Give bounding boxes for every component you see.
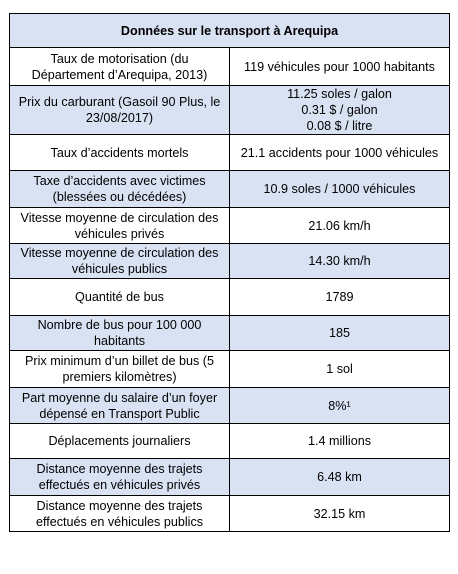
row-value-line: 10.9 soles / 1000 véhicules	[263, 182, 416, 196]
transport-data-table	[9, 13, 450, 532]
row-value	[230, 424, 450, 459]
row-value-line: 1.4 millions	[308, 434, 371, 448]
row-label: Part moyenne du salaire d’un foyer dépensé en Transport Public	[10, 388, 230, 424]
row-value-line: 6.48 km	[317, 470, 362, 484]
row-value-line: 119 véhicules pour 1000 habitants	[244, 59, 435, 74]
row-value	[230, 208, 450, 244]
row-value-line: 1 sol	[326, 362, 353, 376]
row-value-line: 11.25 soles / galon	[287, 87, 392, 101]
row-label: Taux de motorisation (du Département d’Arequipa, 2013)	[10, 48, 230, 86]
row-value-line: 0.08 $ / litre	[306, 119, 373, 133]
table-row	[10, 244, 450, 279]
table-row	[10, 496, 450, 532]
row-value-line: 185	[328, 326, 350, 340]
row-value	[230, 388, 450, 424]
table-row	[10, 279, 450, 316]
table-row	[10, 459, 450, 496]
row-value	[230, 351, 450, 388]
row-value-line: 0.31 $ / galon	[301, 103, 378, 117]
table-row	[10, 351, 450, 388]
row-label: Vitesse moyenne de circulation des véhicules privés	[10, 208, 230, 244]
table-header-row	[10, 14, 450, 48]
row-label: Taxe d’accidents avec victimes (blessées ou décédées)	[10, 171, 230, 208]
table-row	[10, 135, 450, 171]
row-label: Nombre de bus pour 100 000 habitants	[10, 316, 230, 351]
row-label: Prix minimum d’un billet de bus (5 premiers kilomètres)	[10, 351, 230, 388]
table-row	[10, 424, 450, 459]
row-value-line: 21.1 accidents pour 1000 véhicules	[240, 145, 439, 160]
table-row	[10, 208, 450, 244]
table-row	[10, 86, 450, 135]
row-value	[230, 279, 450, 316]
table-row	[10, 48, 450, 86]
table-row	[10, 388, 450, 424]
row-value	[230, 244, 450, 279]
row-value	[230, 48, 450, 86]
row-value-line: 14.30 km/h	[308, 254, 371, 268]
row-value-line: 8%¹	[328, 398, 351, 413]
row-label: Quantité de bus	[10, 279, 230, 316]
row-value	[230, 135, 450, 171]
row-value	[230, 459, 450, 496]
row-value	[230, 171, 450, 208]
row-value	[230, 496, 450, 532]
row-label: Distance moyenne des trajets effectués en véhicules privés	[10, 459, 230, 496]
table-row	[10, 316, 450, 351]
table-title: Données sur le transport à Arequipa	[10, 14, 450, 48]
row-label: Prix du carburant (Gasoil 90 Plus, le 23/08/2017)	[10, 86, 230, 135]
row-label: Déplacements journaliers	[10, 424, 230, 459]
row-label: Taux d’accidents mortels	[10, 135, 230, 171]
row-label: Vitesse moyenne de circulation des véhicules publics	[10, 244, 230, 279]
row-value-line: 32.15 km	[313, 506, 366, 521]
row-label: Distance moyenne des trajets effectués en véhicules publics	[10, 496, 230, 532]
table-body	[10, 48, 450, 532]
row-value-line: 1789	[325, 290, 354, 304]
row-value	[230, 86, 450, 135]
table-row	[10, 171, 450, 208]
row-value-line: 21.06 km/h	[308, 218, 371, 233]
row-value	[230, 316, 450, 351]
